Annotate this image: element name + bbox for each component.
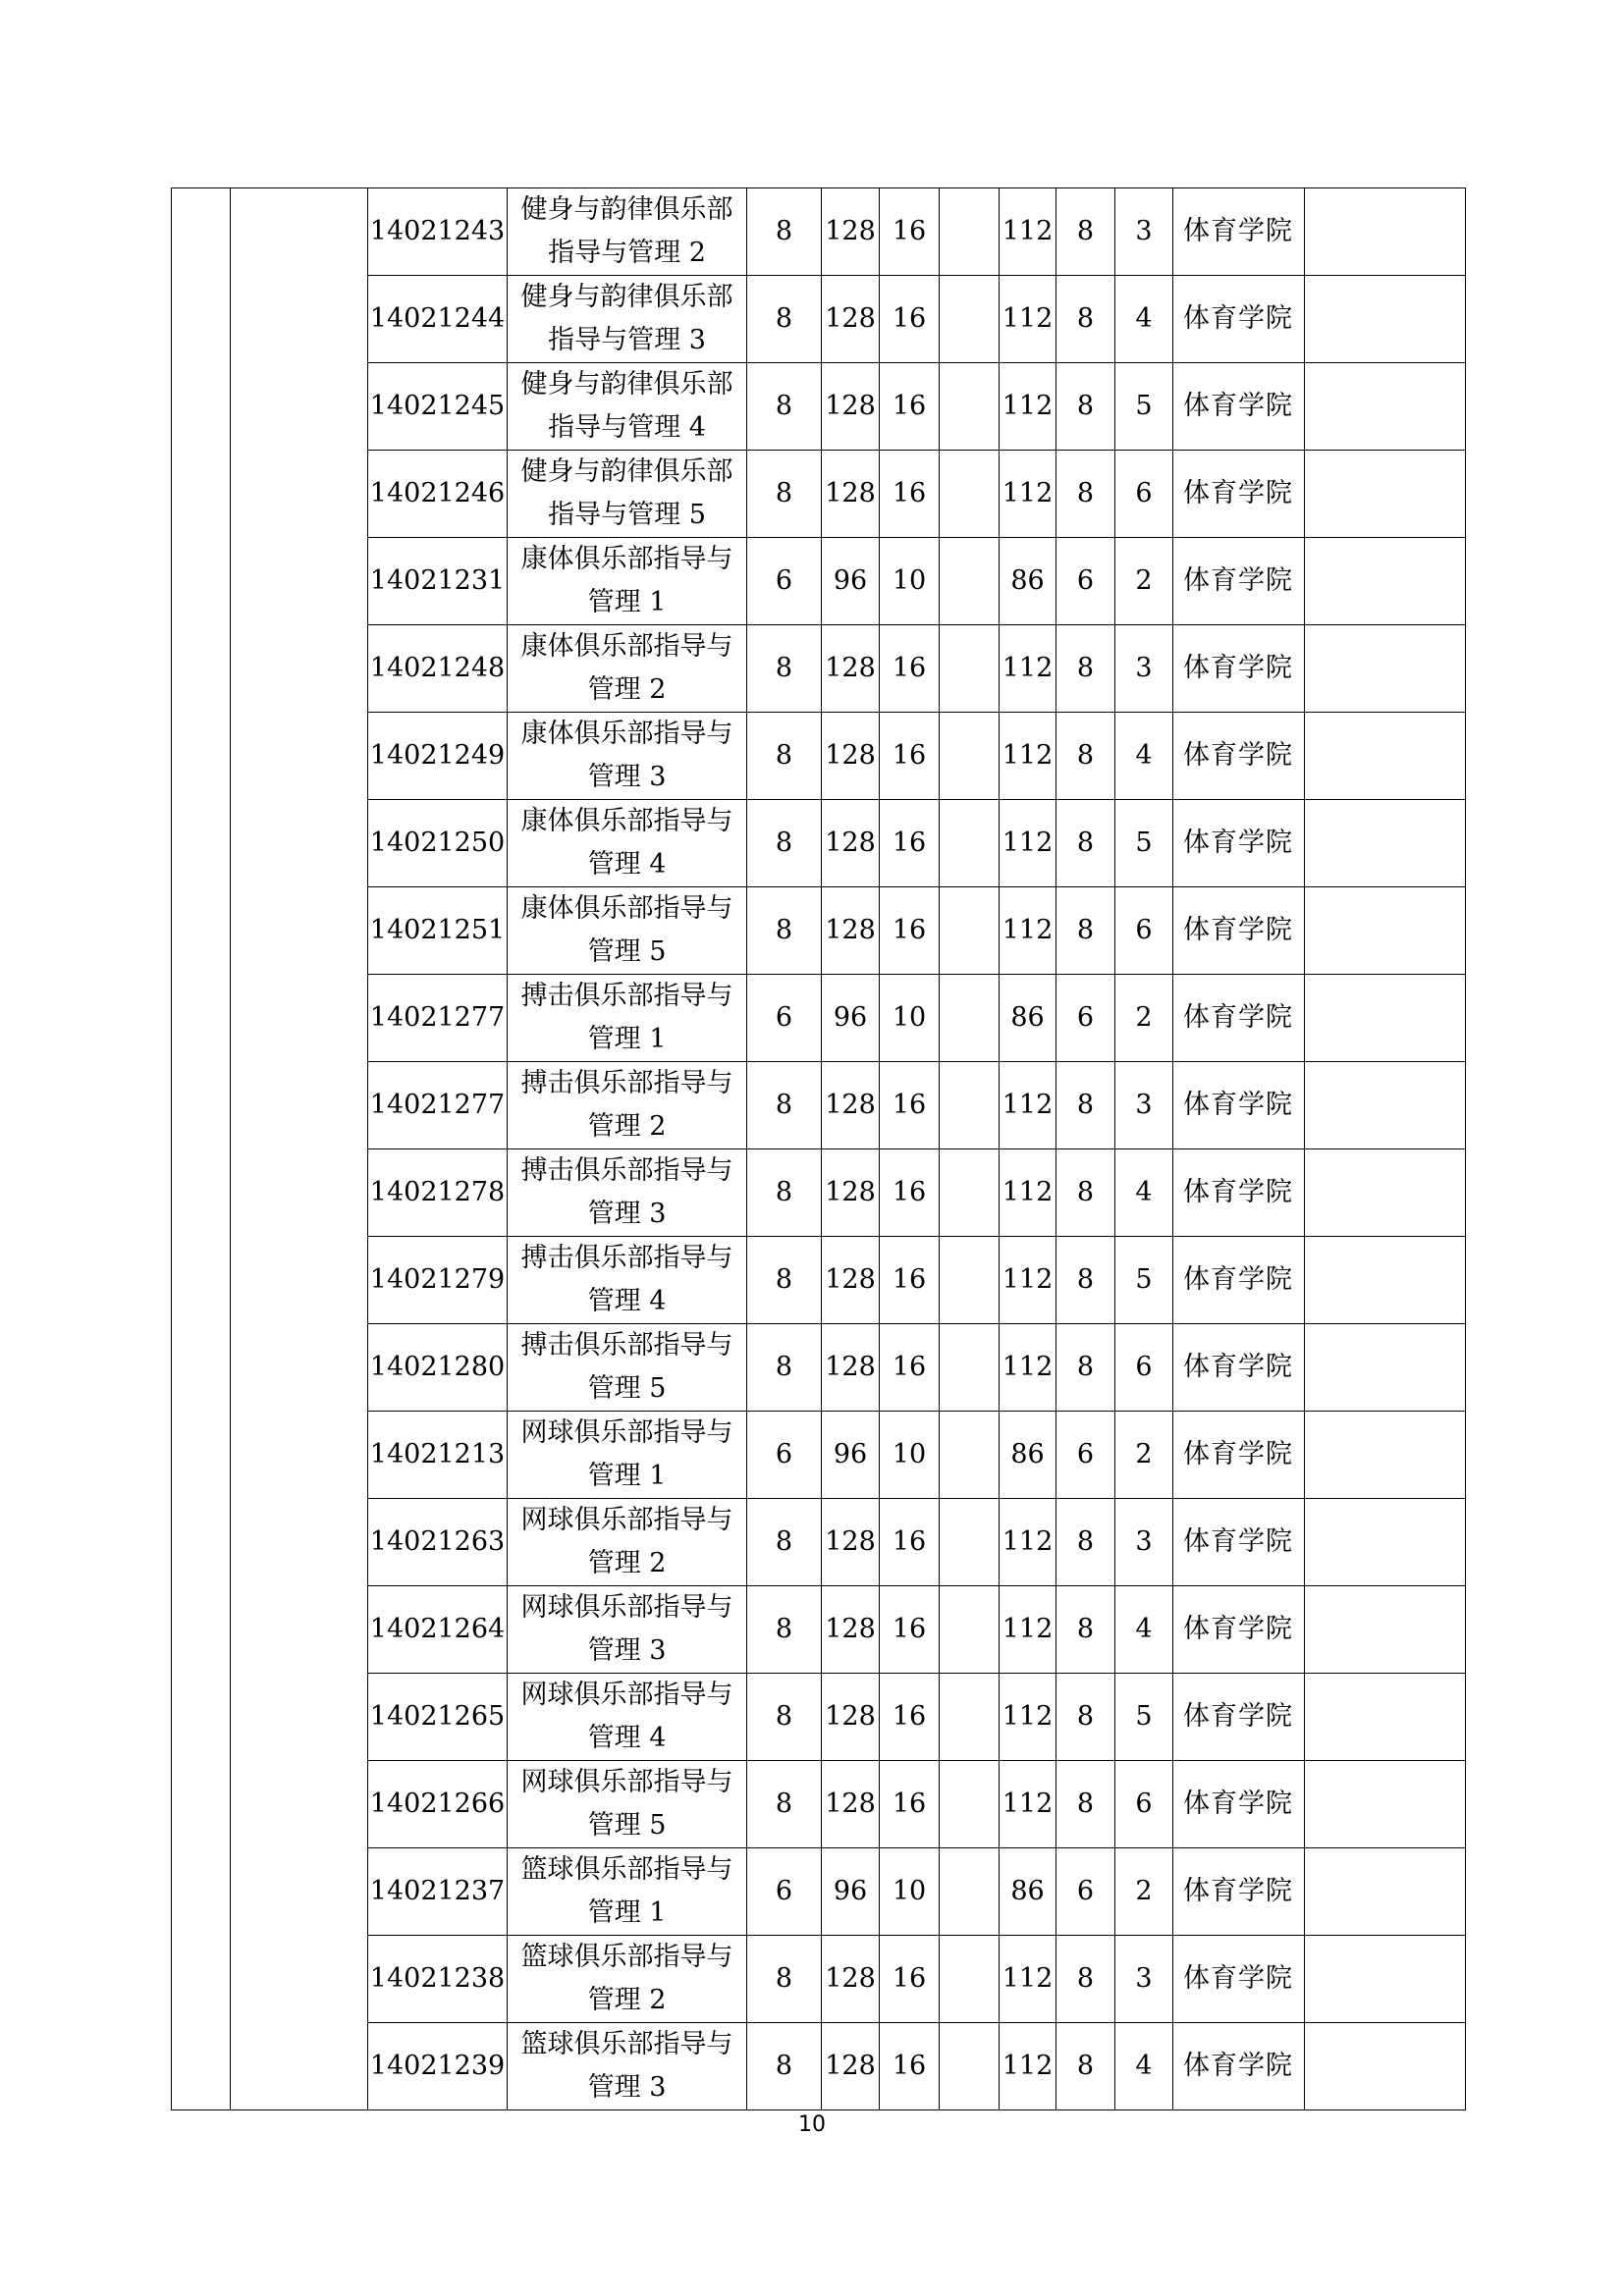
credits-cell: 6 [747, 1848, 822, 1936]
remark-cell [1305, 1848, 1466, 1936]
course-name-cell: 搏击俱乐部指导与管理 1 [508, 975, 747, 1062]
semester-cell: 2 [1115, 1848, 1173, 1936]
remark-cell [1305, 1324, 1466, 1412]
remark-cell [1305, 1586, 1466, 1674]
course-name-cell: 健身与韵律俱乐部指导与管理 4 [508, 363, 747, 451]
empty-hours-cell [940, 713, 1000, 800]
course-name-cell: 网球俱乐部指导与管理 5 [508, 1761, 747, 1848]
practice-hours-cell: 112 [1000, 887, 1056, 975]
course-code-cell: 14021238 [368, 1936, 508, 2023]
course-code-cell: 14021277 [368, 1062, 508, 1149]
credits-cell: 8 [747, 1237, 822, 1324]
remark-cell [1305, 451, 1466, 538]
weekly-hours-cell: 8 [1056, 1062, 1115, 1149]
weekly-hours-cell: 8 [1056, 713, 1115, 800]
empty-hours-cell [940, 2023, 1000, 2110]
total-hours-cell: 128 [822, 1674, 880, 1761]
credits-cell: 8 [747, 1761, 822, 1848]
credits-cell: 8 [747, 1324, 822, 1412]
empty-hours-cell [940, 1412, 1000, 1499]
practice-hours-cell: 112 [1000, 1761, 1056, 1848]
remark-cell [1305, 800, 1466, 887]
remark-cell [1305, 363, 1466, 451]
credits-cell: 8 [747, 713, 822, 800]
department-cell: 体育学院 [1173, 1761, 1305, 1848]
remark-cell [1305, 276, 1466, 363]
course-code-cell: 14021277 [368, 975, 508, 1062]
remark-cell [1305, 1149, 1466, 1237]
remark-cell [1305, 2023, 1466, 2110]
practice-hours-cell: 112 [1000, 451, 1056, 538]
semester-cell: 6 [1115, 1324, 1173, 1412]
semester-cell: 2 [1115, 1412, 1173, 1499]
practice-hours-cell: 112 [1000, 2023, 1056, 2110]
table-body [172, 188, 1466, 2110]
credits-cell: 8 [747, 1149, 822, 1237]
course-name-cell: 网球俱乐部指导与管理 1 [508, 1412, 747, 1499]
course-code-cell: 14021248 [368, 625, 508, 713]
practice-hours-cell: 86 [1000, 538, 1056, 625]
total-hours-cell: 128 [822, 625, 880, 713]
theory-hours-cell: 16 [880, 713, 940, 800]
practice-hours-cell: 112 [1000, 1149, 1056, 1237]
course-name-cell: 篮球俱乐部指导与管理 1 [508, 1848, 747, 1936]
total-hours-cell: 96 [822, 1848, 880, 1936]
empty-hours-cell [940, 1499, 1000, 1586]
total-hours-cell: 128 [822, 1237, 880, 1324]
credits-cell: 6 [747, 975, 822, 1062]
department-cell: 体育学院 [1173, 800, 1305, 887]
weekly-hours-cell: 6 [1056, 1412, 1115, 1499]
department-cell: 体育学院 [1173, 1848, 1305, 1936]
semester-cell: 6 [1115, 1761, 1173, 1848]
empty-hours-cell [940, 363, 1000, 451]
course-code-cell: 14021264 [368, 1586, 508, 1674]
empty-hours-cell [940, 1674, 1000, 1761]
remark-cell [1305, 1936, 1466, 2023]
empty-hours-cell [940, 276, 1000, 363]
empty-hours-cell [940, 1149, 1000, 1237]
weekly-hours-cell: 8 [1056, 2023, 1115, 2110]
weekly-hours-cell: 8 [1056, 1936, 1115, 2023]
practice-hours-cell: 112 [1000, 276, 1056, 363]
department-cell: 体育学院 [1173, 188, 1305, 276]
department-cell: 体育学院 [1173, 363, 1305, 451]
weekly-hours-cell: 6 [1056, 975, 1115, 1062]
practice-hours-cell: 112 [1000, 800, 1056, 887]
total-hours-cell: 128 [822, 363, 880, 451]
weekly-hours-cell: 8 [1056, 800, 1115, 887]
theory-hours-cell: 16 [880, 188, 940, 276]
theory-hours-cell: 16 [880, 887, 940, 975]
course-name-cell: 搏击俱乐部指导与管理 5 [508, 1324, 747, 1412]
department-cell: 体育学院 [1173, 975, 1305, 1062]
semester-cell: 2 [1115, 538, 1173, 625]
total-hours-cell: 128 [822, 188, 880, 276]
semester-cell: 4 [1115, 276, 1173, 363]
department-cell: 体育学院 [1173, 1674, 1305, 1761]
semester-cell: 4 [1115, 713, 1173, 800]
empty-hours-cell [940, 800, 1000, 887]
theory-hours-cell: 16 [880, 1149, 940, 1237]
credits-cell: 8 [747, 1499, 822, 1586]
remark-cell [1305, 887, 1466, 975]
course-code-cell: 14021279 [368, 1237, 508, 1324]
theory-hours-cell: 10 [880, 1848, 940, 1936]
department-cell: 体育学院 [1173, 276, 1305, 363]
practice-hours-cell: 112 [1000, 1936, 1056, 2023]
course-name-cell: 搏击俱乐部指导与管理 2 [508, 1062, 747, 1149]
course-name-cell: 康体俱乐部指导与管理 1 [508, 538, 747, 625]
practice-hours-cell: 86 [1000, 1412, 1056, 1499]
practice-hours-cell: 112 [1000, 713, 1056, 800]
course-name-cell: 健身与韵律俱乐部指导与管理 5 [508, 451, 747, 538]
semester-cell: 4 [1115, 2023, 1173, 2110]
course-code-cell: 14021265 [368, 1674, 508, 1761]
empty-hours-cell [940, 1062, 1000, 1149]
semester-cell: 4 [1115, 1149, 1173, 1237]
department-cell: 体育学院 [1173, 451, 1305, 538]
total-hours-cell: 128 [822, 1149, 880, 1237]
empty-hours-cell [940, 538, 1000, 625]
theory-hours-cell: 16 [880, 363, 940, 451]
remark-cell [1305, 975, 1466, 1062]
weekly-hours-cell: 8 [1056, 625, 1115, 713]
practice-hours-cell: 112 [1000, 1499, 1056, 1586]
remark-cell [1305, 1412, 1466, 1499]
weekly-hours-cell: 8 [1056, 1499, 1115, 1586]
course-code-cell: 14021231 [368, 538, 508, 625]
theory-hours-cell: 10 [880, 975, 940, 1062]
total-hours-cell: 96 [822, 538, 880, 625]
theory-hours-cell: 16 [880, 1237, 940, 1324]
semester-cell: 6 [1115, 451, 1173, 538]
department-cell: 体育学院 [1173, 1499, 1305, 1586]
semester-cell: 3 [1115, 1062, 1173, 1149]
empty-hours-cell [940, 1761, 1000, 1848]
department-cell: 体育学院 [1173, 1237, 1305, 1324]
semester-cell: 5 [1115, 800, 1173, 887]
course-name-cell: 网球俱乐部指导与管理 2 [508, 1499, 747, 1586]
course-code-cell: 14021266 [368, 1761, 508, 1848]
course-code-cell: 14021250 [368, 800, 508, 887]
theory-hours-cell: 16 [880, 1586, 940, 1674]
weekly-hours-cell: 8 [1056, 1761, 1115, 1848]
practice-hours-cell: 112 [1000, 1237, 1056, 1324]
total-hours-cell: 128 [822, 887, 880, 975]
department-cell: 体育学院 [1173, 1412, 1305, 1499]
total-hours-cell: 128 [822, 1586, 880, 1674]
course-name-cell: 篮球俱乐部指导与管理 3 [508, 2023, 747, 2110]
course-table [171, 187, 1466, 2110]
practice-hours-cell: 112 [1000, 1062, 1056, 1149]
department-cell: 体育学院 [1173, 713, 1305, 800]
credits-cell: 6 [747, 538, 822, 625]
department-cell: 体育学院 [1173, 625, 1305, 713]
department-cell: 体育学院 [1173, 2023, 1305, 2110]
weekly-hours-cell: 8 [1056, 276, 1115, 363]
empty-hours-cell [940, 887, 1000, 975]
credits-cell: 8 [747, 1586, 822, 1674]
empty-hours-cell [940, 975, 1000, 1062]
department-cell: 体育学院 [1173, 538, 1305, 625]
course-code-cell: 14021249 [368, 713, 508, 800]
remark-cell [1305, 1237, 1466, 1324]
remark-cell [1305, 1062, 1466, 1149]
theory-hours-cell: 10 [880, 1412, 940, 1499]
remark-cell [1305, 1499, 1466, 1586]
department-cell: 体育学院 [1173, 1936, 1305, 2023]
theory-hours-cell: 16 [880, 1674, 940, 1761]
category-cell [172, 188, 231, 2110]
total-hours-cell: 128 [822, 1324, 880, 1412]
weekly-hours-cell: 8 [1056, 1237, 1115, 1324]
course-code-cell: 14021213 [368, 1412, 508, 1499]
credits-cell: 8 [747, 887, 822, 975]
department-cell: 体育学院 [1173, 1324, 1305, 1412]
semester-cell: 6 [1115, 887, 1173, 975]
course-name-cell: 健身与韵律俱乐部指导与管理 3 [508, 276, 747, 363]
course-code-cell: 14021244 [368, 276, 508, 363]
course-code-cell: 14021278 [368, 1149, 508, 1237]
course-name-cell: 搏击俱乐部指导与管理 4 [508, 1237, 747, 1324]
total-hours-cell: 128 [822, 1761, 880, 1848]
total-hours-cell: 128 [822, 1936, 880, 2023]
credits-cell: 6 [747, 1412, 822, 1499]
credits-cell: 8 [747, 1062, 822, 1149]
theory-hours-cell: 16 [880, 1936, 940, 2023]
theory-hours-cell: 16 [880, 1499, 940, 1586]
remark-cell [1305, 1761, 1466, 1848]
total-hours-cell: 128 [822, 276, 880, 363]
remark-cell [1305, 538, 1466, 625]
total-hours-cell: 128 [822, 1062, 880, 1149]
credits-cell: 8 [747, 800, 822, 887]
practice-hours-cell: 112 [1000, 188, 1056, 276]
practice-hours-cell: 112 [1000, 363, 1056, 451]
empty-hours-cell [940, 1586, 1000, 1674]
theory-hours-cell: 16 [880, 276, 940, 363]
practice-hours-cell: 112 [1000, 625, 1056, 713]
credits-cell: 8 [747, 625, 822, 713]
credits-cell: 8 [747, 363, 822, 451]
semester-cell: 5 [1115, 363, 1173, 451]
course-code-cell: 14021245 [368, 363, 508, 451]
department-cell: 体育学院 [1173, 1062, 1305, 1149]
weekly-hours-cell: 8 [1056, 451, 1115, 538]
weekly-hours-cell: 6 [1056, 538, 1115, 625]
weekly-hours-cell: 6 [1056, 1848, 1115, 1936]
practice-hours-cell: 112 [1000, 1674, 1056, 1761]
weekly-hours-cell: 8 [1056, 1149, 1115, 1237]
course-code-cell: 14021263 [368, 1499, 508, 1586]
practice-hours-cell: 86 [1000, 1848, 1056, 1936]
practice-hours-cell: 112 [1000, 1324, 1056, 1412]
total-hours-cell: 128 [822, 1499, 880, 1586]
course-code-cell: 14021251 [368, 887, 508, 975]
course-code-cell: 14021239 [368, 2023, 508, 2110]
credits-cell: 8 [747, 1674, 822, 1761]
weekly-hours-cell: 8 [1056, 1586, 1115, 1674]
empty-hours-cell [940, 625, 1000, 713]
empty-hours-cell [940, 188, 1000, 276]
weekly-hours-cell: 8 [1056, 1674, 1115, 1761]
weekly-hours-cell: 8 [1056, 363, 1115, 451]
empty-hours-cell [940, 1848, 1000, 1936]
total-hours-cell: 128 [822, 800, 880, 887]
total-hours-cell: 96 [822, 975, 880, 1062]
theory-hours-cell: 16 [880, 625, 940, 713]
remark-cell [1305, 713, 1466, 800]
total-hours-cell: 128 [822, 2023, 880, 2110]
course-code-cell: 14021243 [368, 188, 508, 276]
remark-cell [1305, 188, 1466, 276]
weekly-hours-cell: 8 [1056, 887, 1115, 975]
empty-hours-cell [940, 1324, 1000, 1412]
semester-cell: 3 [1115, 188, 1173, 276]
course-code-cell: 14021237 [368, 1848, 508, 1936]
empty-hours-cell [940, 451, 1000, 538]
empty-hours-cell [940, 1936, 1000, 2023]
page-number: 10 [798, 2112, 826, 2137]
department-cell: 体育学院 [1173, 1149, 1305, 1237]
credits-cell: 8 [747, 2023, 822, 2110]
semester-cell: 3 [1115, 1936, 1173, 2023]
theory-hours-cell: 16 [880, 800, 940, 887]
semester-cell: 5 [1115, 1237, 1173, 1324]
remark-cell [1305, 625, 1466, 713]
theory-hours-cell: 16 [880, 2023, 940, 2110]
total-hours-cell: 128 [822, 451, 880, 538]
semester-cell: 2 [1115, 975, 1173, 1062]
course-name-cell: 康体俱乐部指导与管理 5 [508, 887, 747, 975]
semester-cell: 5 [1115, 1674, 1173, 1761]
subcategory-cell [231, 188, 368, 2110]
weekly-hours-cell: 8 [1056, 1324, 1115, 1412]
weekly-hours-cell: 8 [1056, 188, 1115, 276]
practice-hours-cell: 86 [1000, 975, 1056, 1062]
course-name-cell: 网球俱乐部指导与管理 4 [508, 1674, 747, 1761]
course-name-cell: 康体俱乐部指导与管理 3 [508, 713, 747, 800]
credits-cell: 8 [747, 1936, 822, 2023]
total-hours-cell: 128 [822, 713, 880, 800]
practice-hours-cell: 112 [1000, 1586, 1056, 1674]
department-cell: 体育学院 [1173, 887, 1305, 975]
theory-hours-cell: 16 [880, 1062, 940, 1149]
course-name-cell: 搏击俱乐部指导与管理 3 [508, 1149, 747, 1237]
course-code-cell: 14021280 [368, 1324, 508, 1412]
semester-cell: 3 [1115, 625, 1173, 713]
course-code-cell: 14021246 [368, 451, 508, 538]
course-name-cell: 网球俱乐部指导与管理 3 [508, 1586, 747, 1674]
course-name-cell: 篮球俱乐部指导与管理 2 [508, 1936, 747, 2023]
credits-cell: 8 [747, 188, 822, 276]
theory-hours-cell: 16 [880, 1761, 940, 1848]
credits-cell: 8 [747, 451, 822, 538]
course-name-cell: 康体俱乐部指导与管理 4 [508, 800, 747, 887]
credits-cell: 8 [747, 276, 822, 363]
theory-hours-cell: 16 [880, 451, 940, 538]
course-name-cell: 健身与韵律俱乐部指导与管理 2 [508, 188, 747, 276]
semester-cell: 3 [1115, 1499, 1173, 1586]
theory-hours-cell: 16 [880, 1324, 940, 1412]
semester-cell: 4 [1115, 1586, 1173, 1674]
course-name-cell: 康体俱乐部指导与管理 2 [508, 625, 747, 713]
theory-hours-cell: 10 [880, 538, 940, 625]
department-cell: 体育学院 [1173, 1586, 1305, 1674]
table-row [172, 188, 1466, 276]
empty-hours-cell [940, 1237, 1000, 1324]
total-hours-cell: 96 [822, 1412, 880, 1499]
remark-cell [1305, 1674, 1466, 1761]
